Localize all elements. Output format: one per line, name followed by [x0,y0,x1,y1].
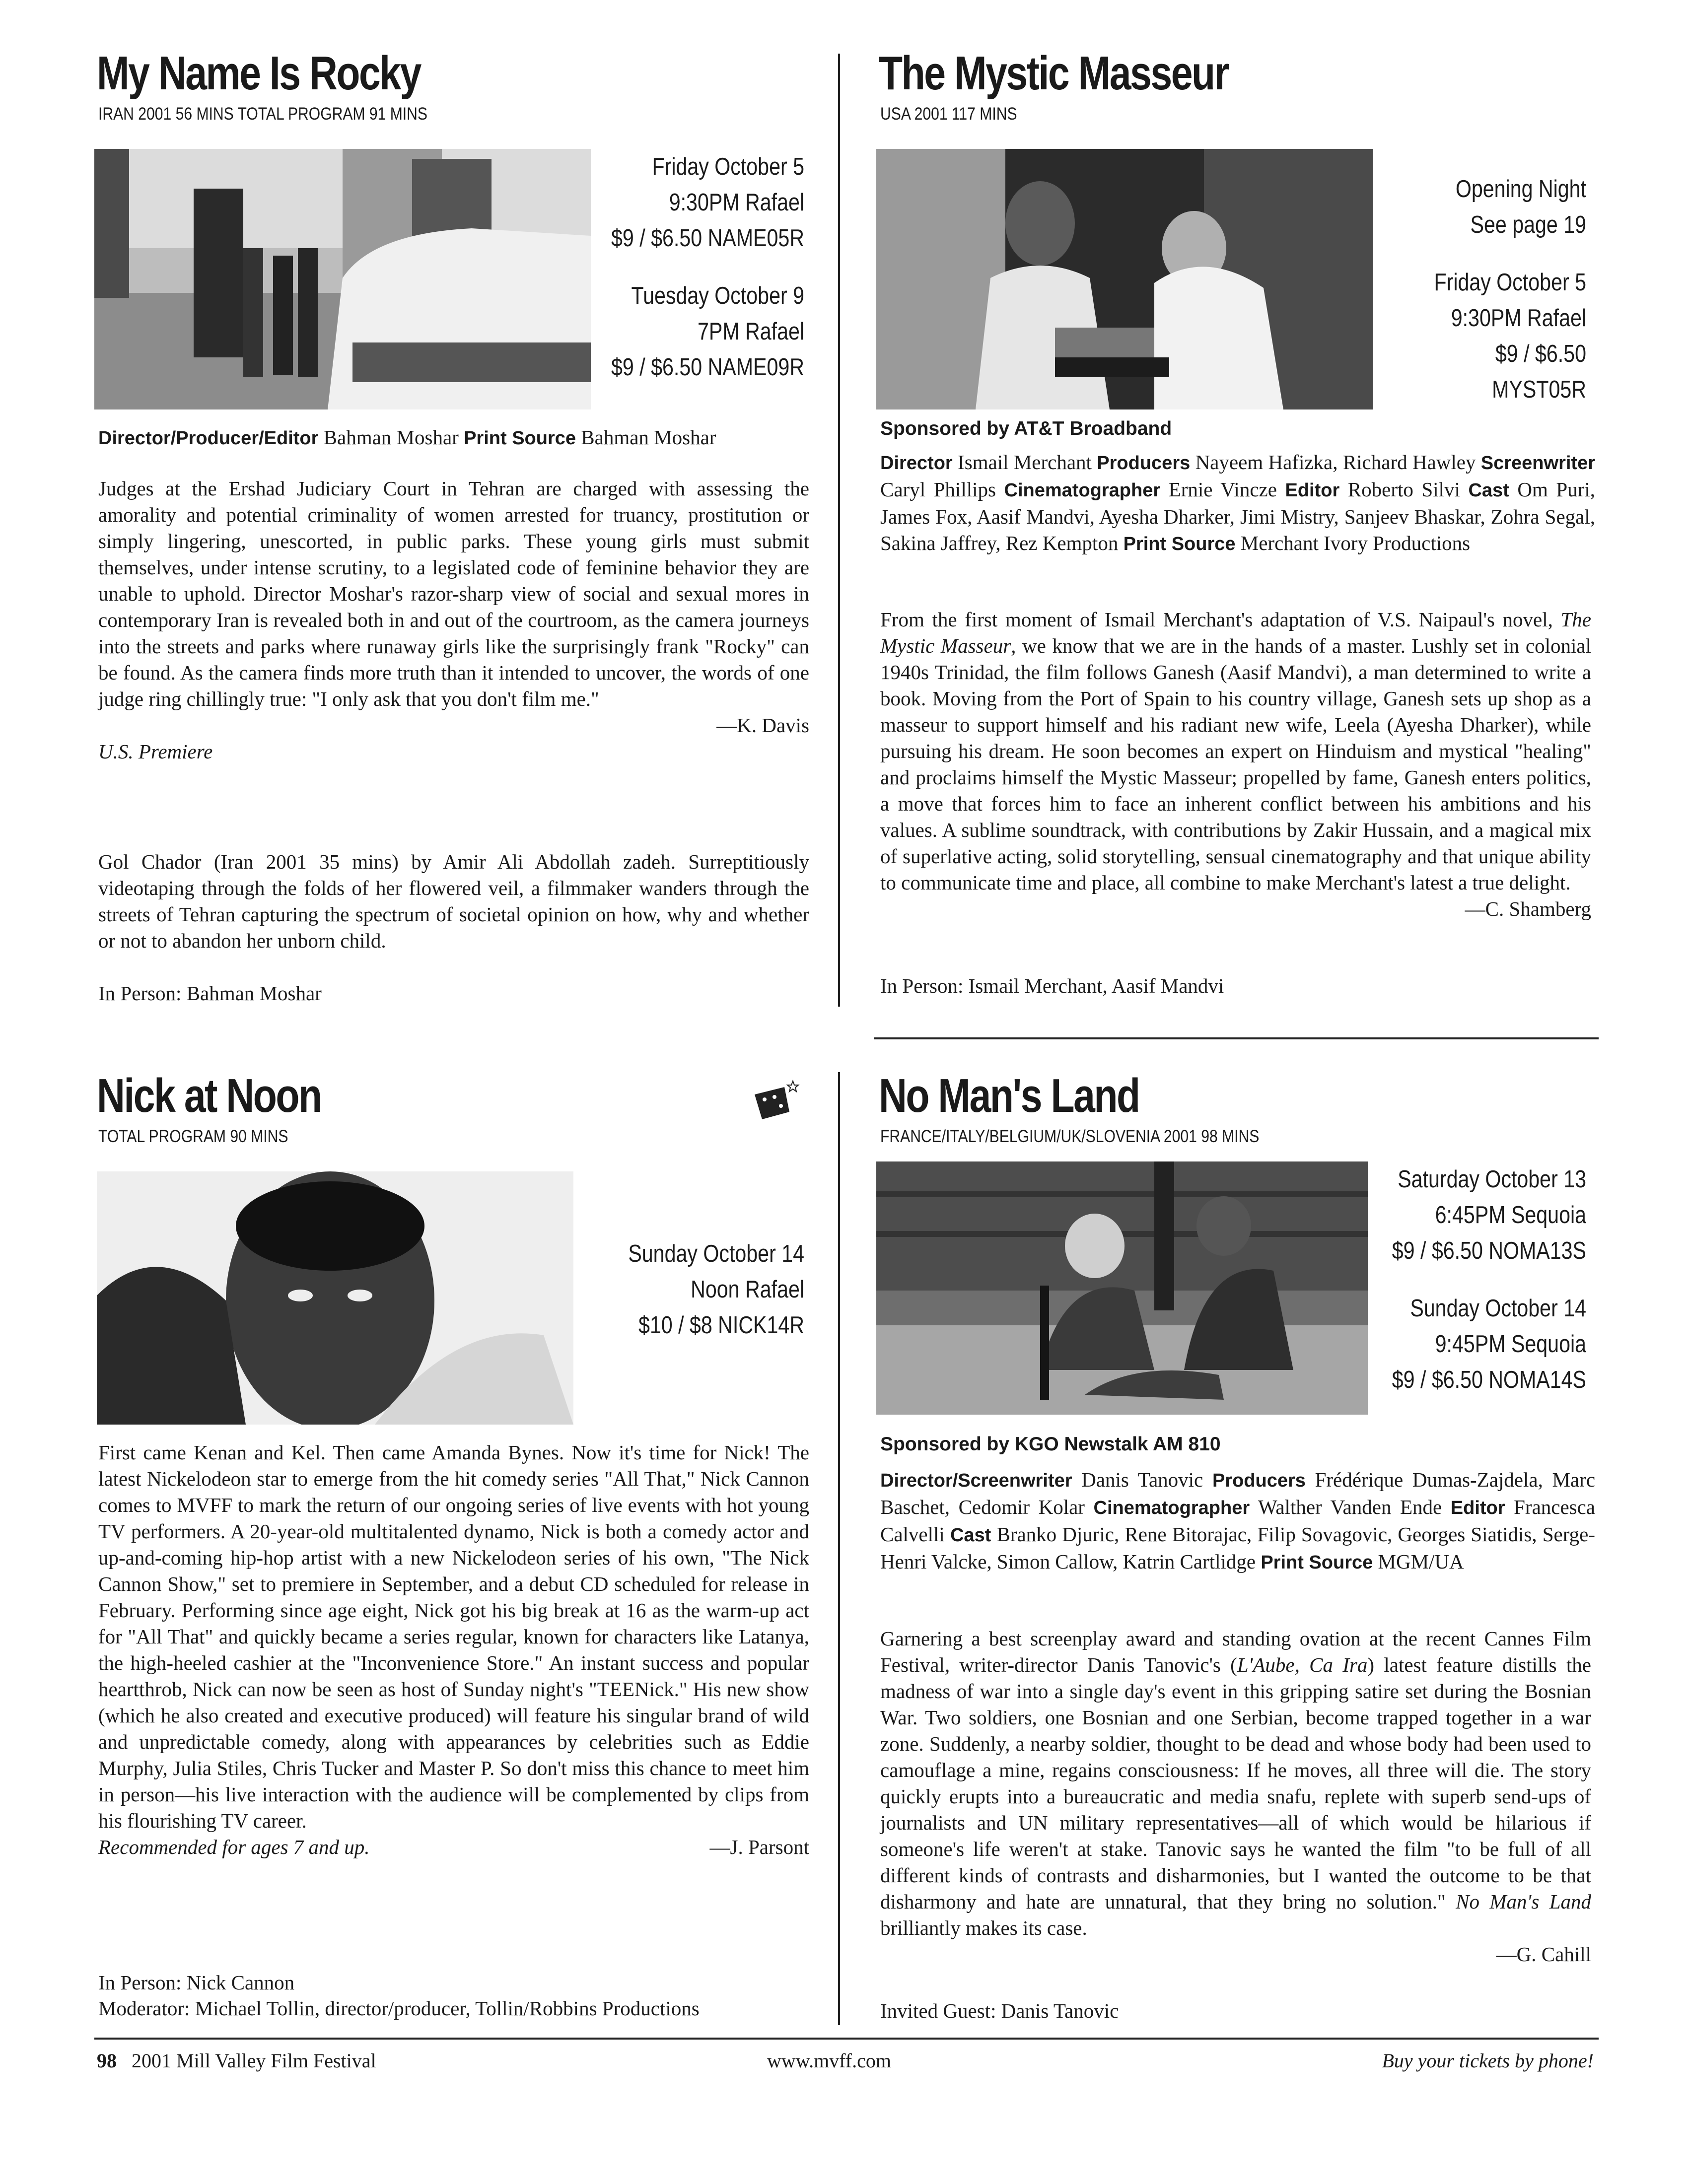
film-title: My Name Is Rocky [97,47,421,100]
film-credits: Director/Producer/Editor Bahman Moshar Print Source Bahman Moshar [98,426,716,449]
screening-schedule [587,149,804,385]
reviewer: —K. Davis [716,714,809,737]
film-still-photo [97,1171,573,1425]
film-description: From the first moment of Ismail Merchant's adaptation of V.S. Naipaul's novel, The Mystic Masseur, we know that we are in the hands of a master. Lushly set in colonial 1940s Trinidad, the film follows Ganesh (Aasif Mandvi), a man determined to write a book. Moving from the Port of Spain to his country village, Ganesh sets up shop as a masseur to support himself and his radiant new wife, Leela (Ayesha Dharker), while pursuing his dream. He soon becomes an expert on Hinduism and mystical "healing" and proclaims himself the Mystic Masseur; propelled by fame, Ganesh enters politics, a move that forces him to face an inherent conflict between his ambitions and his values. A sublime soundtrack, with contributions by Zakir Hussain, and a magical mix of superlative acting, solid storytelling, sensual cinematography and that unique ability to communicate time and place, all combine to make Merchant's latest a true delight. —C. Shamberg [880,607,1591,922]
film-title: The Mystic Masseur [879,47,1228,100]
sponsor-line: Sponsored by AT&T Broadband [880,418,1172,439]
film-credits: Director/Screenwriter Danis Tanovic Producers Frédérique Dumas-Zajdela, Marc Baschet, Cedomir Kolar Cinematographer Walther Vanden Ende Editor Francesca Calvelli Cast Branko Djuric, Rene Bitorajac, Filip Sovagovic, Georges Siatidis, Serge-Henri Valcke, Simon Callow, Katrin Cartlidge Print Source MGM/UA [880,1468,1596,1573]
screening-1: Sunday October 14 Noon Rafael $10 / $8 NICK14R [628,1240,804,1339]
film-description: Garnering a best screenplay award and standing ovation at the recent Cannes Film Festival, writer-director Danis Tanovic's (L'Aube, Ca Ira) latest feature distills the madness of war into a single day's event in this gripping satire set during the Bosnian War. Two soldiers, one Bosnian and one Serbian, become trapped together in a war zone. Suddenly, a nearby soldier, thought to be dead and whose body had been used to camouflage a mine, regains consciousness: If he moves, all three will die. The story quickly erupts into a bureaucratic and media snafu, replete with superb send-ups of journalists and UN military representatives—all of which would be hilarious if someone's life weren't at stake. Tanovic says he wanted the film "to be full of all different kinds of contrasts and disharmonies, but I wanted the outcome to be that disharmony and hate are unnatural, that they bring no solution." No Man's Land brilliantly makes its case. —G. Cahill [880,1626,1591,1968]
in-person-guest: In Person: Ismail Merchant, Aasif Mandvi [880,974,1224,997]
festival-name: 2001 Mill Valley Film Festival [132,2049,376,2072]
screening-1: Friday October 5 9:30PM Rafael $9 / $6.50 NAME05R [611,153,804,252]
column-divider-bottom [838,1072,840,2025]
sponsor-line: Sponsored by KGO Newstalk AM 810 [880,1433,1221,1455]
masseur-scene-image [876,149,1373,410]
short-film-title: Gol Chador [98,850,202,873]
family-event-icon [747,1077,802,1127]
screening-2: Sunday October 14 9:45PM Sequoia $9 / $6.50 NOMA14S [1392,1295,1586,1393]
screening-2: Tuesday October 9 7PM Rafael $9 / $6.50 NAME09R [611,282,804,381]
invited-guest: Invited Guest: Danis Tanovic [880,1999,1119,2022]
film-credits: Director Ismail Merchant Producers Nayeem Hafizka, Richard Hawley Screenwriter Caryl Phillips Cinematographer Ernie Vincze Editor Roberto Silvi Cast Om Puri, James Fox, Aasif Mandvi, Ayesha Dharker, Jimi Mistry, Sanjeev Bhaskar, Zohra Segal, Sakina Jaffrey, Rez Kempton Print Source Merchant Ivory Productions [880,451,1596,554]
short-film-description: Gol Chador (Iran 2001 35 mins) by Amir Ali Abdollah zadeh. Surreptitiously videotaping through the folds of her flowered veil, a filmmaker wanders through the streets of Tehran capturing the spectrum of societal opinion on how, why and whether or not to abandon her unborn child. [98,850,809,952]
website-link[interactable]: www.mvff.com [767,2049,891,2072]
film-subtitle: TOTAL PROGRAM 90 MINS [98,1127,288,1146]
screening-1: Saturday October 13 6:45PM Sequoia $9 / $6.50 NOMA13S [1392,1166,1586,1264]
screening-1: Friday October 5 9:30PM Rafael $9 / $6.50 MYST05R [1434,269,1586,403]
opening-night-note: Opening Night See page 19 [1455,176,1586,238]
footer-rule [94,2038,1599,2040]
premiere-note: U.S. Premiere [98,740,213,763]
screening-schedule [1411,171,1586,408]
film-subtitle: FRANCE/ITALY/BELGIUM/UK/SLOVENIA 2001 98 MINS [880,1127,1260,1146]
in-person-guest: In Person: Bahman Moshar [98,982,322,1005]
screening-schedule [613,1236,804,1343]
section-divider [874,1037,1599,1039]
film-still-photo [876,1161,1368,1415]
page-number-festival [97,2049,376,2072]
film-subtitle: IRAN 2001 56 MINS TOTAL PROGRAM 91 MINS [98,104,427,124]
film-still-photo [94,149,591,410]
age-recommendation: Recommended for ages 7 and up. [98,1836,370,1858]
film-title: No Man's Land [879,1069,1139,1122]
war-scene-image [876,1161,1368,1415]
screening-schedule [1390,1161,1586,1398]
page-number: 98 [97,2049,117,2072]
column-divider-top [838,54,840,1007]
reviewer: —G. Cahill [1496,1943,1591,1966]
film-description: First came Kenan and Kel. Then came Amanda Bynes. Now it's time for Nick! The latest Nickelodeon star to emerge from the hit comedy series "All That," Nick Cannon comes to MVFF to mark the return of our ongoing series of live events with hot young TV performers. A 20-year-old multitalented dynamo, Nick is both a comedy actor and up-and-coming hip-hop artist with a new Nickelodeon series of his own, "The Nick Cannon Show," set to premiere in September, and a debut CD scheduled for release in February. Performing since age eight, Nick got his big break at 16 as the warm-up act for "All That" and quickly became a series regular, known for characters like Latanya, the high-heeled cashier at the "Inconvenience Store." An instant success and popular heartthrob, Nick can now be seen as host of Sunday night's "TEENick." His new show (which he also created and executive produced) will feature his singular brand of wild and unpredictable comedy, along with appearances by celebrities such as Eddie Murphy, Julia Stiles, Chris Tucker and Master P. So don't miss this chance to meet him in person—his live interaction with the audience will be complemented by clips from his flourishing TV career. Recommended for ages 7 and up. —J. Parsont [98,1439,809,1860]
moderator: Moderator: Michael Tollin, director/producer, Tollin/Robbins Productions [98,1997,700,2020]
portrait-image [97,1171,573,1425]
film-subtitle: USA 2001 117 MINS [880,104,1017,124]
film-title: Nick at Noon [97,1069,321,1122]
street-scene-image [94,149,591,410]
film-description: Judges at the Ershad Judiciary Court in Tehran are charged with assessing the amorality and potential criminality of women arrested for truancy, prostitution or simply lingering, unescorted, in public parks. These young girls must submit themselves, under intense scrutiny, to a legislated code of feminine behavior they are unable to uphold. Director Moshar's razor-sharp view of social and sexual mores in contemporary Iran is revealed both in and out of the courtroom, as the camera journeys into the streets and parks where runaway girls like the surprisingly frank "Rocky" can be found. As the camera finds more truth than it intended to uncover, the words of one judge ring chillingly true: "I only ask that you don't film me." —K. Davis U.S. Premiere [98,476,809,765]
film-still-photo [876,149,1373,410]
footer-tagline: Buy your tickets by phone! [1382,2049,1594,2072]
reviewer: —J. Parsont [709,1836,809,1858]
in-person-guest: In Person: Nick Cannon Moderator: Michael Tollin, director/producer, Tollin/Robbins Productions [98,1970,700,2021]
reviewer: —C. Shamberg [1465,897,1591,920]
